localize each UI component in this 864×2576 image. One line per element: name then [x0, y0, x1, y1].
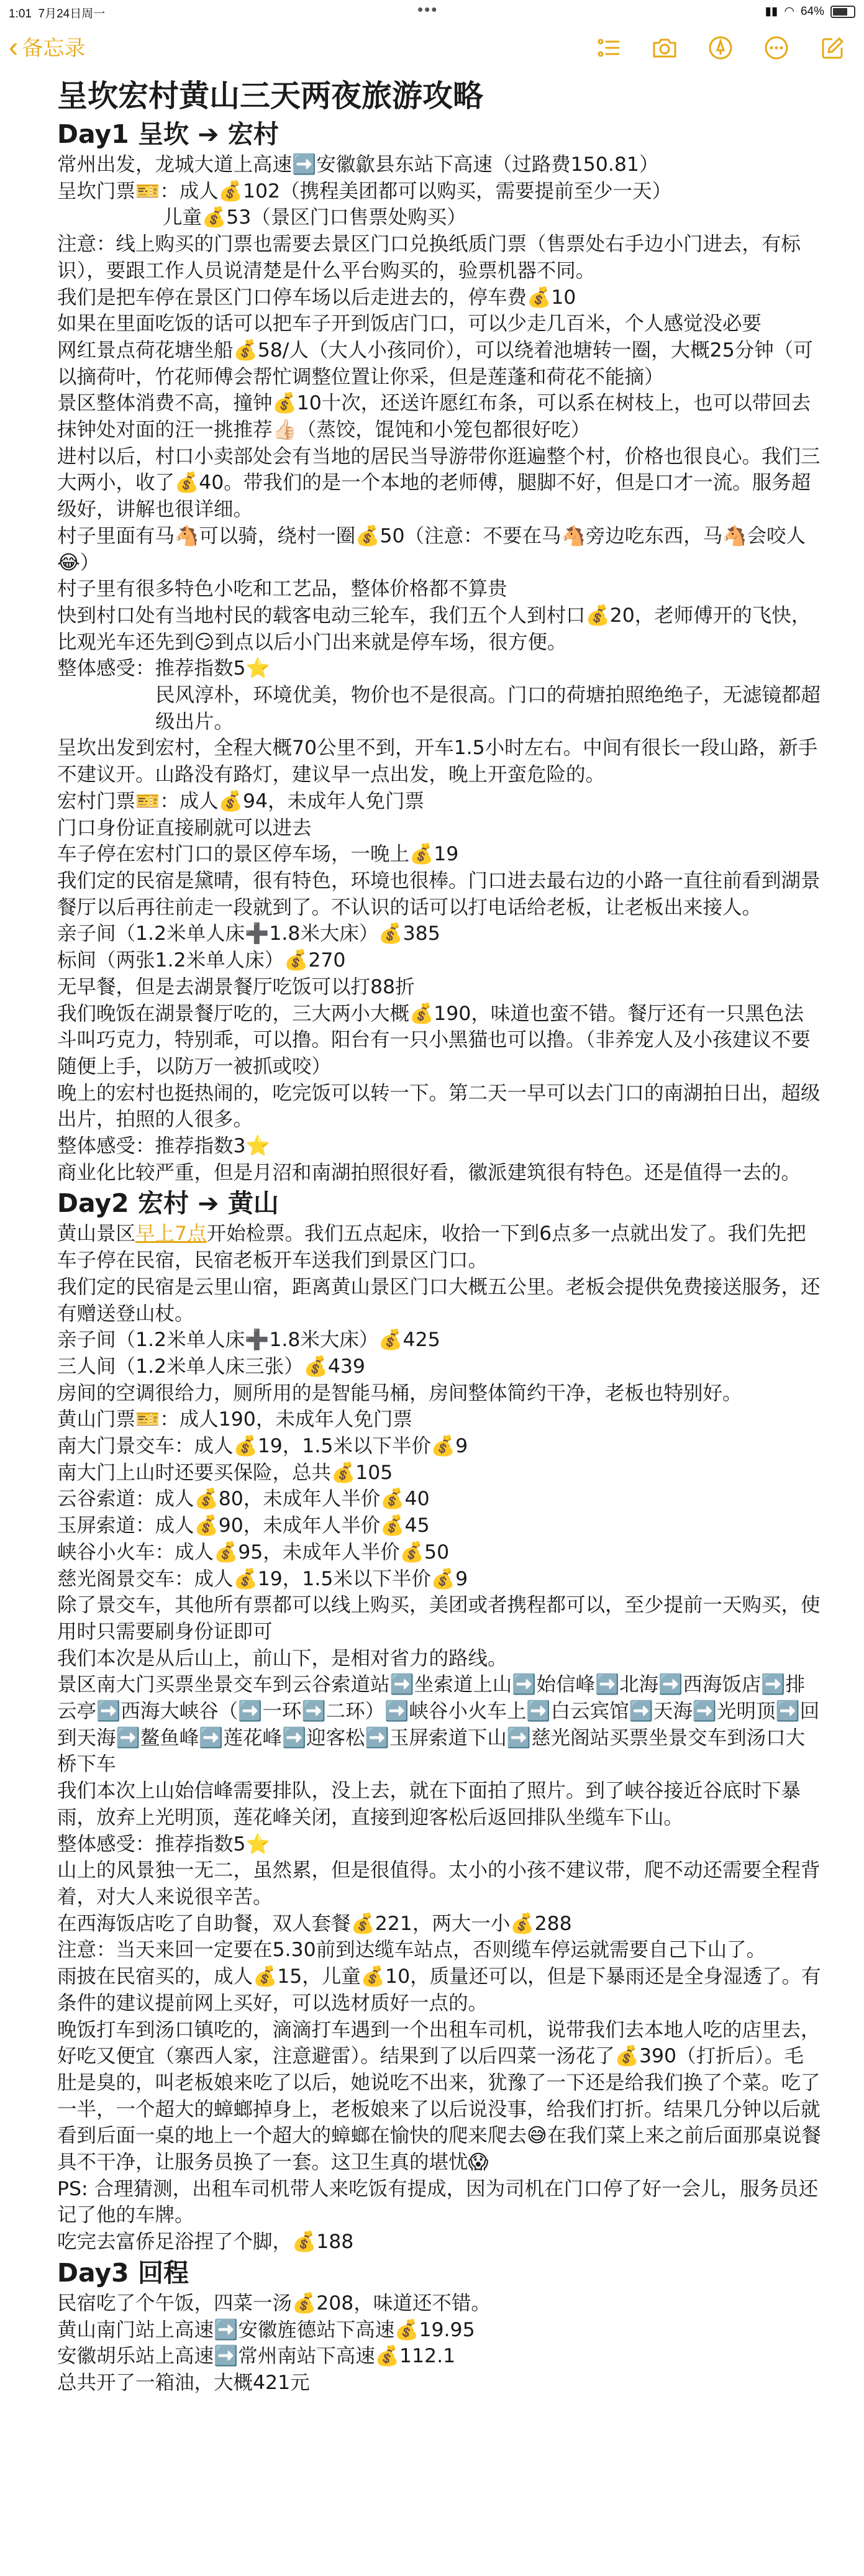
note-line: 商业化比较严重，但是月沼和南湖拍照很好看，徽派建筑很有特色。还是值得一去的。 — [57, 1161, 801, 1184]
note-line: 宏村门票🎫：成人💰94，未成年人免门票 — [57, 790, 425, 812]
note-line: 注意：当天来回一定要在5.30前到达缆车站点，否则缆车停运就需要自己下山了。 — [57, 1939, 766, 1962]
note-line: 无早餐，但是去湖景餐厅吃饭可以打88折 — [57, 975, 415, 998]
note-line: 房间的空调很给力，厕所用的是智能马桶，房间整体简约干净，老板也特别好。 — [57, 1381, 742, 1404]
note-line: 常州出发，龙城大道上高速➡️安徽歙县东站下高速（过路费150.81） — [57, 153, 659, 176]
note-line: 南大门景交车：成人💰19，1.5米以下半价💰9 — [57, 1435, 468, 1458]
camera-icon[interactable] — [650, 34, 679, 62]
note-line: 我们本次上山始信峰需要排队，没上去，就在下面拍了照片。到了峡谷接近谷底时下暴雨，放弃上光明顶，莲花峰关闭，直接到迎客松后返回排队坐缆车下山。 — [57, 1780, 801, 1829]
note-line: 慈光阁景交车：成人💰19，1.5米以下半价💰9 — [57, 1567, 468, 1590]
note-line: 网红景点荷花塘坐船💰58/人（大人小孩同价），可以绕着池塘转一圈，大概25分钟（可以摘荷叶，竹花师傅会帮忙调整位置让你采，但是莲蓬和荷花不能摘） — [57, 339, 813, 388]
note-line: 我们定的民宿是云里山宿，距离黄山景区门口大概五公里。老板会提供免费接送服务，还有赠送登山杖。 — [57, 1275, 821, 1325]
note-line: 整体感受：推荐指数5⭐ — [57, 657, 270, 680]
detected-time-link[interactable]: 早上7点 — [135, 1222, 207, 1245]
note-line: 进村以后，村口小卖部处会有当地的居民当导游带你逛遍整个村，价格也很良心。我们三大两小，收了💰40。带我们的是一个本地的老师傅，腿脚不好，但是口才一流。服务超级好，讲解也很详细。 — [57, 445, 821, 521]
status-time: 1:01 7月24日周一 — [9, 7, 106, 20]
checklist-icon[interactable] — [594, 34, 623, 62]
note-line: 黄山南门站上高速➡️安徽旌德站下高速💰19.95 — [57, 2318, 475, 2341]
note-line: 我们定的民宿是黛晴，很有特色，环境也很棒。门口进去最右边的小路一直往前看到湖景餐厅以后再往前走一段就到了。不认识的话可以打电话给老板，让老板出来接人。 — [57, 869, 821, 919]
note-line: 在西海饭店吃了自助餐，双人套餐💰221，两大一小💰288 — [57, 1912, 572, 1935]
note-line: 整体感受：推荐指数5⭐ — [57, 1832, 270, 1855]
note-line: 民风淳朴，环境优美，物价也不是很高。门口的荷塘拍照绝绝子，无滤镜都超级出片。 — [155, 684, 821, 733]
note-title: 呈坎宏村黄山三天两夜旅游攻略 — [57, 78, 484, 114]
toolbar-actions — [594, 34, 847, 62]
note-body[interactable] — [57, 76, 821, 2396]
multitask-dots[interactable]: ••• — [417, 0, 439, 19]
note-line: 三人间（1.2米单人床三张）💰439 — [57, 1355, 365, 1378]
note-line: 山上的风景独一无二，虽然累，但是很值得。太小的小孩不建议带，爬不动还需要全程背着，对大人来说很辛苦。 — [57, 1859, 821, 1908]
note-line: 晚饭打车到汤口镇吃的，滴滴打车遇到一个出租车司机，说带我们去本地人吃的店里去，好吃又便宜（寨西人家，注意避雷）。结果到了以后四菜一汤花了💰390（打折后）。毛肚是臭的，叫老板娘来吃了以后，她说吃不出来，犹豫了一下还是给我们换了个菜。吃了一半，一个超大的蟑螂掉身上，老板娘来了以后说没事，给我们打折。结果几分钟以后就看到后面一桌的地上一个超大的蟑螂在愉快的爬来爬去😅在我们菜上来之前后面那桌说餐具不干净，让服务员换了一套。这卫生真的堪忧😱 — [57, 2018, 821, 2174]
note-line: 村子里有很多特色小吃和工艺品，整体价格都不算贵 — [57, 578, 507, 601]
note-line: 标间（两张1.2米单人床）💰270 — [57, 949, 346, 972]
note-line: 抹钟处对面的汪一挑推荐👍🏻（蒸饺，馄饨和小笼包都很好吃） — [57, 419, 591, 442]
note-line: 景区南大门买票坐景交车到云谷索道站➡️坐索道上山➡️始信峰➡️北海➡️西海饭店➡️排云亭➡️西海大峡谷（➡️一环➡️二环）➡️峡谷小火车上➡️白云宾馆➡️天海➡️光明顶➡️回到天海➡️鳌鱼峰➡️莲花峰➡️迎客松➡️玉屏索道下山➡️慈光阁站买票坐景交车到汤口大桥下车 — [57, 1673, 820, 1776]
note-line: 南大门上山时还要买保险，总共💰105 — [57, 1461, 393, 1484]
notes-toolbar — [0, 25, 864, 70]
note-line: PS: 合理猜测，出租车司机带人来吃饭有提成，因为司机在门口停了好一会儿，服务员还记了他的车牌。 — [57, 2177, 819, 2227]
note-line: 呈坎门票🎫：成人💰102（携程美团都可以购买，需要提前至少一天） — [57, 180, 672, 203]
note-line: 门口身份证直接刷就可以进去 — [57, 816, 312, 839]
note-line: 亲子间（1.2米单人床➕1.8米大床）💰425 — [57, 1329, 440, 1352]
note-line: 黄山门票🎫：成人190，未成年人免门票 — [57, 1408, 412, 1431]
compose-icon[interactable] — [818, 34, 847, 62]
day1-heading: Day1 呈坎 ➔ 宏村 — [57, 119, 279, 149]
note-line: 民宿吃了个午饭，四菜一汤💰208，味道还不错。 — [57, 2292, 491, 2314]
note-line: 景区整体消费不高，撞钟💰10十次，还送许愿红布条，可以系在树枝上，也可以带回去 — [57, 392, 811, 415]
note-line: 玉屏索道：成人💰90，未成年人半价💰45 — [57, 1514, 430, 1537]
status-bar — [0, 0, 864, 25]
note-line: 云谷索道：成人💰80，未成年人半价💰40 — [57, 1488, 430, 1511]
chevron-left-icon: ‹ — [9, 30, 19, 63]
note-line: 峡谷小火车：成人💰95，未成年人半价💰50 — [57, 1541, 450, 1563]
note-line: 我们是把车停在景区门口停车场以后走进去的，停车费💰10 — [57, 286, 576, 309]
wifi-icon: ◠ — [784, 5, 794, 18]
signal-icon: ▮▮ — [765, 5, 778, 18]
back-label: 备忘录 — [22, 37, 86, 60]
note-line: 儿童💰53（景区门口售票处购买） — [163, 206, 466, 229]
back-button[interactable] — [9, 31, 85, 61]
note-line: 除了景交车，其他所有票都可以线上购买，美团或者携程都可以，至少提前一天购买，使用时只需要刷身份证即可 — [57, 1594, 821, 1643]
note-line: 呈坎出发到宏村，全程大概70公里不到，开车1.5小时左右。中间有很长一段山路，新手不建议开。山路没有路灯，建议早一点出发，晚上开蛮危险的。 — [57, 737, 818, 786]
note-line: 亲子间（1.2米单人床➕1.8米大床）💰385 — [57, 922, 440, 945]
status-indicators — [765, 4, 855, 19]
note-line: 整体感受：推荐指数3⭐ — [57, 1135, 270, 1158]
note-line: 村子里面有马🐴可以骑，绕村一圈💰50（注意：不要在马🐴旁边吃东西，马🐴会咬人😂） — [57, 524, 806, 574]
note-line: 注意：线上购买的门票也需要去景区门口兑换纸质门票（售票处右手边小门进去，有标识），要跟工作人员说清楚是什么平台购买的，验票机器不同。 — [57, 233, 801, 282]
note-line: 我们晚饭在湖景餐厅吃的，三大两小大概💰190，味道也蛮不错。餐厅还有一只黑色法斗叫巧克力，特别乖，可以撸。阳台有一只小黑猫也可以撸。（非养宠人及小孩建议不要随便上手，以防万一被抓或咬） — [57, 1002, 811, 1078]
day2-heading: Day2 宏村 ➔ 黄山 — [57, 1188, 279, 1219]
note-line: 总共开了一箱油，大概421元 — [57, 2371, 310, 2394]
note-line: 快到村口处有当地村民的载客电动三轮车，我们五个人到村口💰20，老师傅开的飞快，比观光车还先到😏到点以后小门出来就是停车场，很方便。 — [57, 604, 811, 653]
day3-heading: Day3 回程 — [57, 2257, 189, 2288]
more-icon[interactable] — [762, 34, 791, 62]
pen-icon[interactable] — [706, 34, 735, 62]
note-line: 雨披在民宿买的，成人💰15，儿童💰10，质量还可以，但是下暴雨还是全身湿透了。有条件的建议提前网上买好，可以选材质好一点的。 — [57, 1965, 821, 2014]
note-line: 晚上的宏村也挺热闹的，吃完饭可以转一下。第二天一早可以去门口的南湖拍日出，超级出片，拍照的人很多。 — [57, 1081, 821, 1131]
note-line: 安徽胡乐站上高速➡️常州南站下高速💰112.1 — [57, 2345, 456, 2368]
note-line: 如果在里面吃饭的话可以把车子开到饭店门口，可以少走几百米，个人感觉没必要 — [57, 312, 762, 335]
battery-percent: 64% — [800, 4, 824, 18]
note-line: 车子停在宏村门口的景区停车场，一晚上💰19 — [57, 843, 459, 866]
battery-icon — [830, 6, 855, 18]
note-line: 黄山景区早上7点开始检票。我们五点起床，收拾一下到6点多一点就出发了。我们先把车子停在民宿，民宿老板开车送我们到景区门口。 — [57, 1222, 806, 1272]
note-line: 我们本次是从后山上，前山下，是相对省力的路线。 — [57, 1647, 507, 1670]
note-line: 吃完去富侨足浴捏了个脚，💰188 — [57, 2231, 354, 2254]
